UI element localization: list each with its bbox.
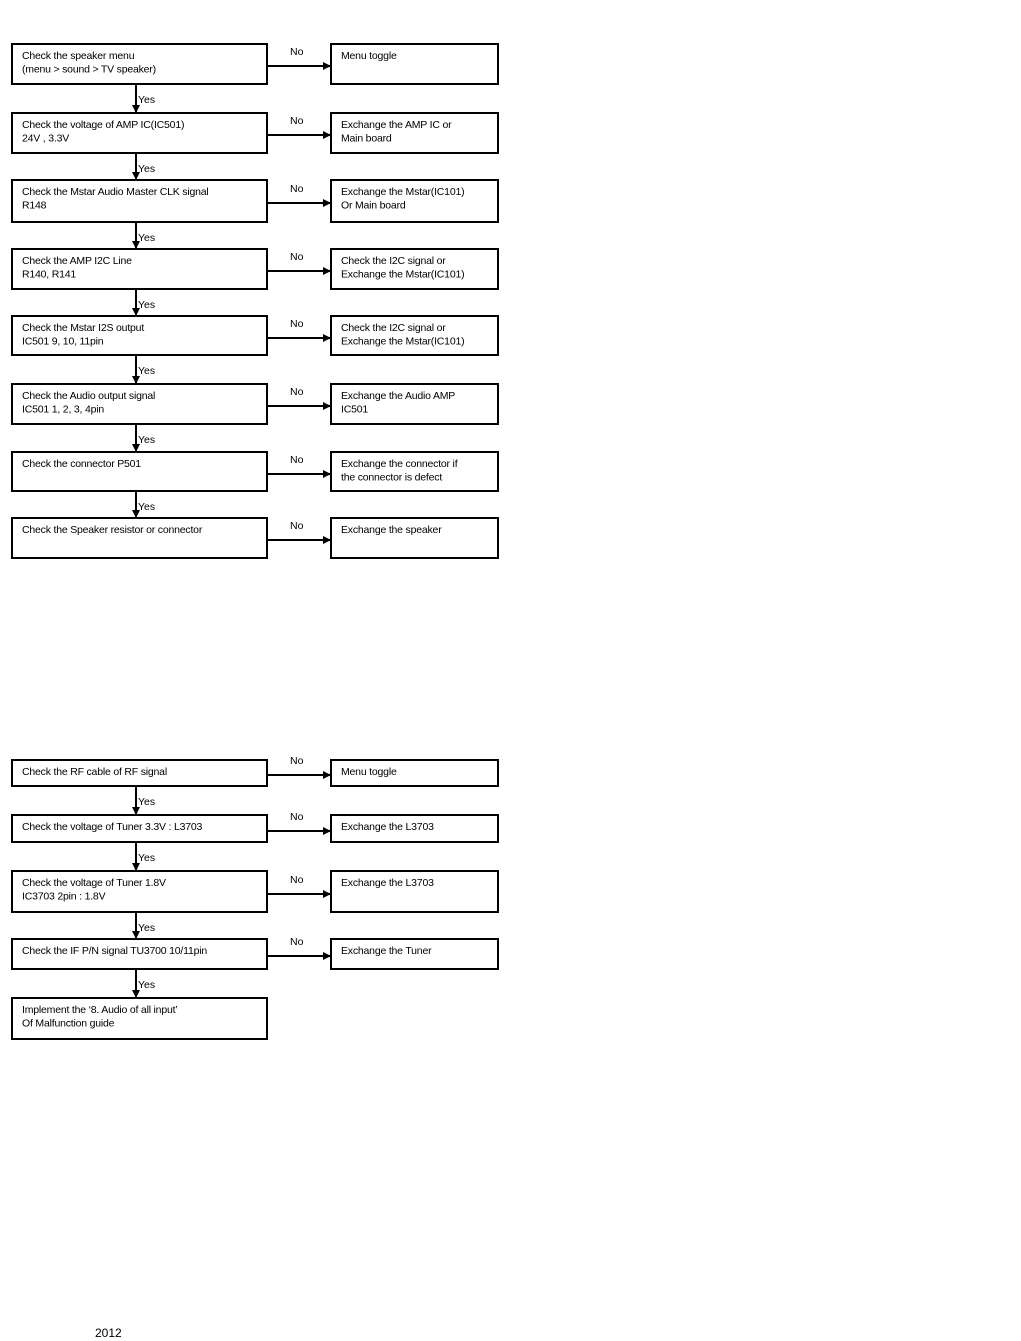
flow-step <box>12 936 498 997</box>
flow-step <box>12 518 498 558</box>
check-text: R148 <box>22 199 47 212</box>
action-text: Exchange the Tuner <box>341 945 432 957</box>
yes-label: Yes <box>138 796 156 808</box>
no-label: No <box>290 874 304 886</box>
flow-step <box>12 452 498 517</box>
check-text: Check the IF P/N signal TU3700 10/11pin <box>22 945 208 957</box>
check-text: Check the RF cable of RF signal <box>22 766 167 778</box>
yes-label: Yes <box>138 922 156 934</box>
flow-step <box>12 384 498 451</box>
check-text: IC501 9, 10, 11pin <box>22 335 104 348</box>
check-text: Check the voltage of AMP IC(IC501) <box>22 119 185 131</box>
check-text: Check the Mstar I2S output <box>22 322 145 334</box>
check-text: R140, R141 <box>22 268 77 281</box>
check-text: Check the AMP I2C Line <box>22 255 132 267</box>
no-label: No <box>290 183 304 195</box>
yes-label: Yes <box>138 979 156 991</box>
action-text: Main board <box>341 132 392 145</box>
flow-step <box>12 755 498 814</box>
action-text: Exchange the L3703 <box>341 821 434 833</box>
footer-year: 2012 <box>95 1326 122 1340</box>
no-label: No <box>290 811 304 823</box>
action-text: IC501 <box>341 403 369 416</box>
no-label: No <box>290 46 304 58</box>
action-text: Check the I2C signal or <box>341 322 446 334</box>
action-text: Check the I2C signal or <box>341 255 446 267</box>
action-text: Exchange the Audio AMP <box>341 390 456 402</box>
no-label: No <box>290 520 304 532</box>
check-text: Check the voltage of Tuner 1.8V <box>22 877 166 889</box>
yes-label: Yes <box>138 434 156 446</box>
check-text: 24V , 3.3V <box>22 132 70 145</box>
check-text: Check the voltage of Tuner 3.3V : L3703 <box>22 821 203 833</box>
flow-step <box>12 249 498 315</box>
action-text: Exchange the AMP IC or <box>341 119 452 131</box>
action-text: Exchange the connector if <box>341 458 458 470</box>
check-text: Implement the ‘8. Audio of all input’ <box>22 1004 178 1016</box>
check-text: Check the Mstar Audio Master CLK signal <box>22 186 209 198</box>
action-text: Exchange the L3703 <box>341 877 434 889</box>
action-text: Exchange the speaker <box>341 524 442 536</box>
no-label: No <box>290 936 304 948</box>
check-text: IC3703 2pin : 1.8V <box>22 890 106 903</box>
check-text: Check the speaker menu <box>22 50 135 62</box>
action-text: the connector is defect <box>341 471 443 484</box>
flow-step <box>12 44 498 112</box>
action-text: Menu toggle <box>341 50 397 62</box>
no-label: No <box>290 454 304 466</box>
flow-step <box>12 113 498 179</box>
yes-label: Yes <box>138 299 156 311</box>
no-label: No <box>290 755 304 767</box>
yes-label: Yes <box>138 232 156 244</box>
yes-label: Yes <box>138 501 156 513</box>
flowchart-2 <box>12 755 498 1039</box>
check-text: Check the Speaker resistor or connector <box>22 524 203 536</box>
check-text: Check the connector P501 <box>22 458 141 470</box>
no-label: No <box>290 318 304 330</box>
flow-step <box>12 871 498 938</box>
flow-step <box>12 998 267 1039</box>
check-text: Check the Audio output signal <box>22 390 156 402</box>
no-label: No <box>290 251 304 263</box>
check-text: (menu > sound > TV speaker) <box>22 63 156 76</box>
action-text: Exchange the Mstar(IC101) <box>341 335 465 348</box>
yes-label: Yes <box>138 163 156 175</box>
yes-label: Yes <box>138 365 156 377</box>
flowchart-1 <box>12 44 498 558</box>
flow-step <box>12 180 498 248</box>
action-text: Exchange the Mstar(IC101) <box>341 186 465 198</box>
flow-step <box>12 316 498 383</box>
flow-step <box>12 811 498 870</box>
no-label: No <box>290 115 304 127</box>
check-text: Of Malfunction guide <box>22 1017 115 1030</box>
yes-label: Yes <box>138 94 156 106</box>
action-text: Exchange the Mstar(IC101) <box>341 268 465 281</box>
yes-label: Yes <box>138 852 156 864</box>
check-text: IC501 1, 2, 3, 4pin <box>22 403 105 416</box>
action-text: Or Main board <box>341 199 406 212</box>
no-label: No <box>290 386 304 398</box>
action-text: Menu toggle <box>341 766 397 778</box>
